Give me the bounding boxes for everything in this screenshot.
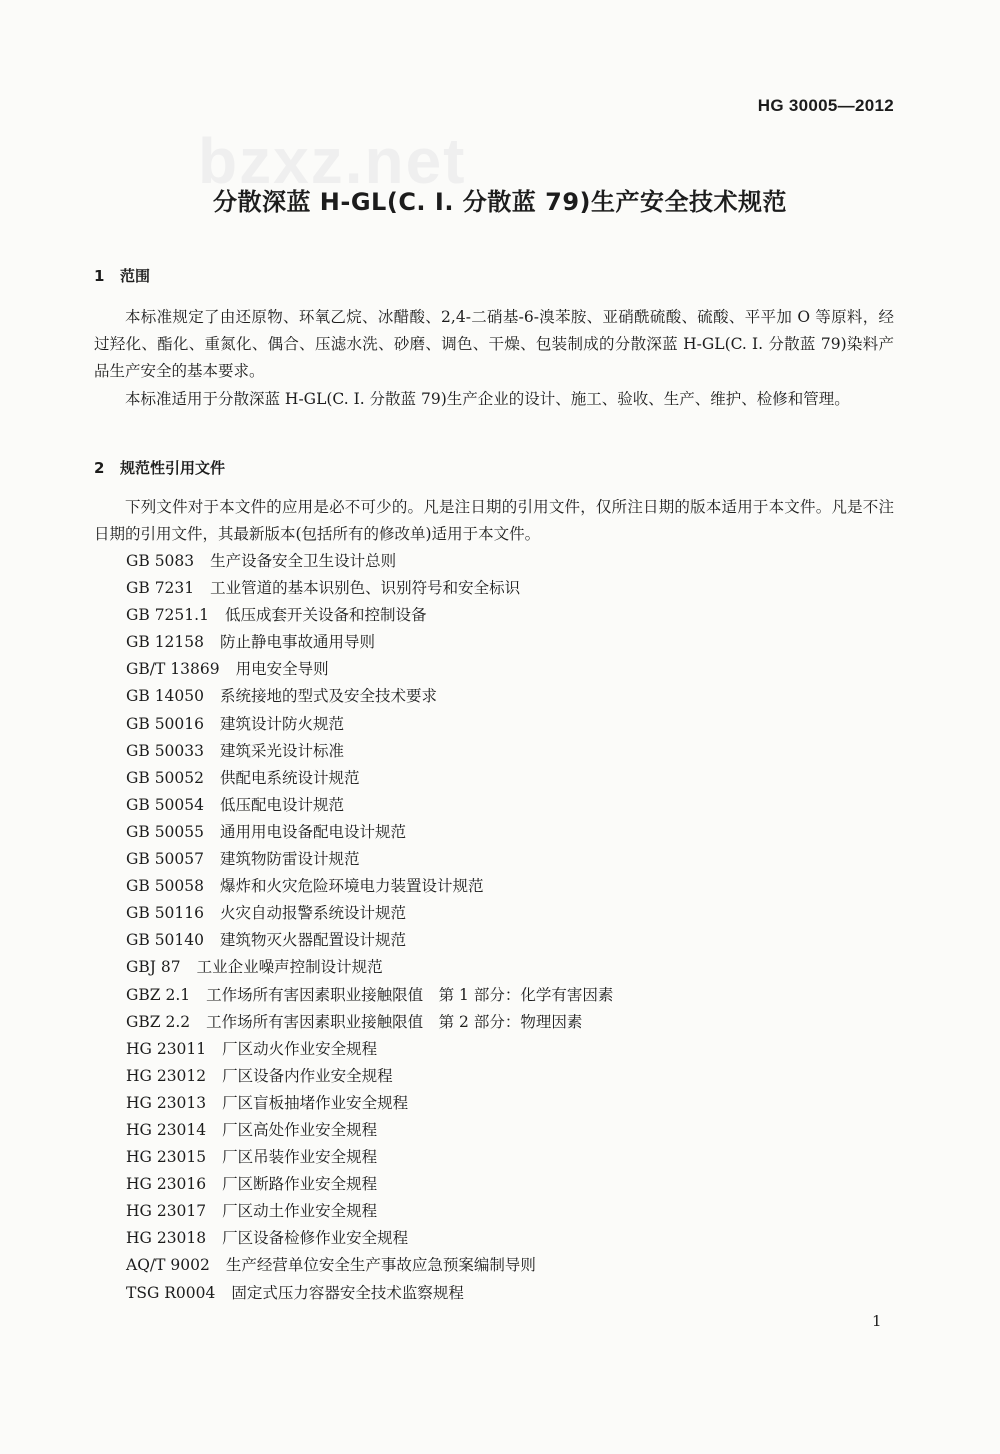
reference-title: 厂区吊装作业安全规程 bbox=[222, 1148, 378, 1167]
reference-code: GB 50140 bbox=[126, 931, 205, 950]
reference-code: GB 50057 bbox=[126, 850, 205, 869]
watermark: bzxz.net bbox=[198, 125, 467, 197]
reference-code: HG 23017 bbox=[126, 1202, 207, 1221]
reference-code: GB 50058 bbox=[126, 877, 205, 896]
reference-item bbox=[126, 1280, 613, 1307]
reference-item bbox=[126, 629, 613, 656]
reference-code: GB 7231 bbox=[126, 579, 195, 598]
reference-code: GB 50033 bbox=[126, 741, 205, 760]
reference-code: GB 14050 bbox=[126, 687, 205, 706]
reference-title: 工业企业噪声控制设计规范 bbox=[196, 958, 383, 977]
reference-item bbox=[126, 548, 613, 575]
section-heading-scope bbox=[94, 265, 150, 286]
reference-item bbox=[126, 683, 613, 710]
reference-item bbox=[126, 602, 613, 629]
reference-title: 厂区盲板抽堵作业安全规程 bbox=[222, 1093, 409, 1112]
reference-item bbox=[126, 873, 613, 900]
reference-code: GB 50116 bbox=[126, 904, 205, 923]
reference-item bbox=[126, 792, 613, 819]
reference-code: GB/T 13869 bbox=[126, 660, 220, 679]
reference-title: 建筑物灭火器配置设计规范 bbox=[220, 931, 407, 950]
section-number: 2 bbox=[94, 459, 105, 477]
reference-item bbox=[126, 711, 613, 738]
reference-title: 工业管道的基本识别色、识别符号和安全标识 bbox=[210, 579, 521, 598]
reference-title: 生产经营单位安全生产事故应急预案编制导则 bbox=[225, 1256, 536, 1275]
reference-item bbox=[126, 1117, 613, 1144]
reference-item bbox=[126, 656, 613, 683]
reference-item bbox=[126, 738, 613, 765]
reference-title: 用电安全导则 bbox=[235, 660, 329, 679]
reference-item bbox=[126, 1198, 613, 1225]
reference-title: 厂区动土作业安全规程 bbox=[222, 1202, 378, 1221]
reference-code: HG 23018 bbox=[126, 1229, 207, 1248]
reference-code: AQ/T 9002 bbox=[126, 1256, 210, 1275]
reference-item bbox=[126, 575, 613, 602]
reference-item bbox=[126, 1171, 613, 1198]
references-intro-paragraph: 下列文件对于本文件的应用是必不可少的。凡是注日期的引用文件，仅所注日期的版本适用于本文件。凡是不注日期的引用文件，其最新版本(包括所有的修改单)适用于本文件。 bbox=[94, 498, 894, 543]
reference-item bbox=[126, 1036, 613, 1063]
section-number: 1 bbox=[94, 267, 105, 285]
reference-code: GBZ 2.1 bbox=[126, 985, 191, 1004]
reference-item bbox=[126, 1252, 613, 1279]
reference-title: 建筑物防雷设计规范 bbox=[220, 850, 360, 869]
reference-title: 建筑采光设计标准 bbox=[220, 741, 345, 760]
reference-item bbox=[126, 927, 613, 954]
reference-code: GB 5083 bbox=[126, 552, 195, 570]
reference-title: 低压配电设计规范 bbox=[220, 795, 345, 814]
reference-title: 固定式压力容器安全技术监察规程 bbox=[231, 1283, 464, 1302]
reference-code: HG 23013 bbox=[126, 1093, 207, 1112]
section-title: 规范性引用文件 bbox=[120, 459, 226, 477]
reference-title: 厂区设备检修作业安全规程 bbox=[222, 1229, 409, 1248]
reference-code: GB 50052 bbox=[126, 768, 205, 787]
reference-code: GBZ 2.2 bbox=[126, 1012, 191, 1031]
reference-title: 低压成套开关设备和控制设备 bbox=[224, 606, 427, 625]
reference-code: TSG R0004 bbox=[126, 1283, 216, 1302]
section-title: 范围 bbox=[120, 267, 151, 285]
reference-title: 生产设备安全卫生设计总则 bbox=[210, 552, 397, 570]
reference-list bbox=[126, 548, 613, 1307]
reference-title: 供配电系统设计规范 bbox=[220, 768, 360, 787]
reference-item bbox=[126, 900, 613, 927]
reference-item bbox=[126, 765, 613, 792]
reference-title: 通用用电设备配电设计规范 bbox=[220, 822, 407, 841]
reference-code: GB 7251.1 bbox=[126, 606, 209, 625]
reference-code: HG 23015 bbox=[126, 1148, 207, 1167]
reference-item bbox=[126, 1144, 613, 1171]
reference-code: GBJ 87 bbox=[126, 958, 181, 977]
reference-title: 厂区断路作业安全规程 bbox=[222, 1175, 378, 1194]
scope-paragraph-2: 本标准适用于分散深蓝 H-GL(C. I. 分散蓝 79)生产企业的设计、施工、验收、生产、维护、检修和管理。 bbox=[125, 390, 850, 408]
section-heading-normative-references bbox=[94, 457, 225, 478]
reference-title: 厂区设备内作业安全规程 bbox=[222, 1066, 393, 1085]
document-title: 分散深蓝 H-GL(C. I. 分散蓝 79)生产安全技术规范 bbox=[212, 188, 788, 216]
scope-paragraph-1: 本标准规定了由还原物、环氧乙烷、冰醋酸、2,4-二硝基-6-溴苯胺、亚硝酰硫酸、硫酸、平平加 O 等原料，经过羟化、酯化、重氮化、偶合、压滤水洗、砂磨、调色、干燥、包装制成的分散深蓝 H-GL(C. I. 分散蓝 79)染料产品生产安全的基本要求。 bbox=[94, 308, 894, 380]
reference-title: 工作场所有害因素职业接触限值 第 1 部分：化学有害因素 bbox=[206, 985, 614, 1004]
reference-item bbox=[126, 846, 613, 873]
reference-item bbox=[126, 1090, 613, 1117]
reference-item bbox=[126, 1063, 613, 1090]
standard-code: HG 30005—2012 bbox=[757, 96, 894, 115]
reference-item bbox=[126, 954, 613, 981]
reference-code: GB 50016 bbox=[126, 714, 205, 733]
reference-title: 厂区高处作业安全规程 bbox=[222, 1120, 378, 1139]
reference-code: HG 23016 bbox=[126, 1175, 207, 1194]
reference-title: 爆炸和火灾危险环境电力装置设计规范 bbox=[220, 877, 484, 896]
reference-code: HG 23011 bbox=[126, 1039, 207, 1058]
reference-title: 建筑设计防火规范 bbox=[220, 714, 345, 733]
reference-item bbox=[126, 819, 613, 846]
page-number: 1 bbox=[872, 1312, 882, 1330]
reference-title: 防止静电事故通用导则 bbox=[220, 633, 376, 652]
reference-item bbox=[126, 1225, 613, 1252]
reference-code: HG 23014 bbox=[126, 1120, 207, 1139]
reference-title: 火灾自动报警系统设计规范 bbox=[220, 904, 407, 923]
reference-title: 工作场所有害因素职业接触限值 第 2 部分：物理因素 bbox=[206, 1012, 583, 1031]
reference-item bbox=[126, 982, 613, 1009]
reference-code: GB 50054 bbox=[126, 795, 205, 814]
reference-item bbox=[126, 1009, 613, 1036]
reference-code: GB 50055 bbox=[126, 822, 205, 841]
reference-title: 系统接地的型式及安全技术要求 bbox=[220, 687, 438, 706]
reference-code: GB 12158 bbox=[126, 633, 205, 652]
reference-code: HG 23012 bbox=[126, 1066, 207, 1085]
reference-title: 厂区动火作业安全规程 bbox=[222, 1039, 378, 1058]
